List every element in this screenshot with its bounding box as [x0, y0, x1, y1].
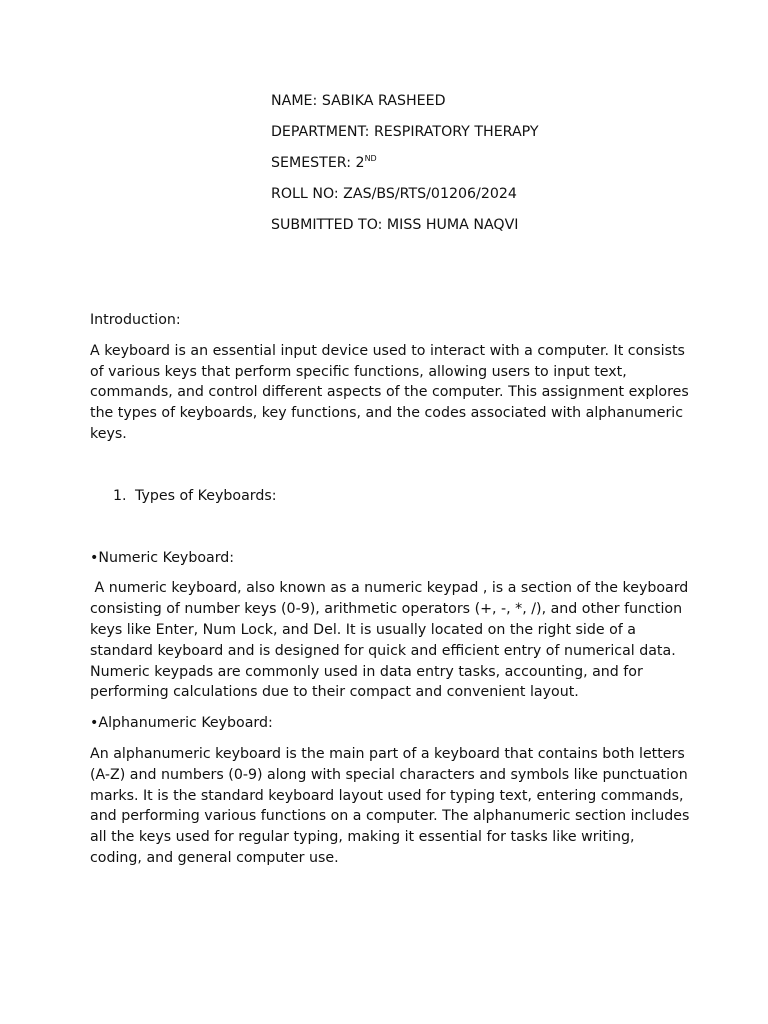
student-name: NAME: SABIKA RASHEED [271, 93, 446, 109]
alphanumeric-keyboard-paragraph: An alphanumeric keyboard is the main part of a keyboard that contains both letters (A-Z) and numbers (0-9) along with special characters and symbols like punctuation marks. It is the standard keyboard layout used for typing text, entering commands, and performing various functions on a computer. The alphanumeric section includes all the keys used for regular typing, making it essential for tasks like writing, coding, and general computer use. [90, 745, 690, 866]
numeric-keyboard-heading: •Numeric Keyboard: [90, 549, 235, 566]
student-info-block [271, 92, 691, 247]
semester-text: SEMESTER: 2 [271, 155, 365, 172]
numeric-keyboard-paragraph: A numeric keyboard, also known as a numeric keypad , is a section of the keyboard consisting of number keys (0-9), arithmetic operators (+, -, *, /), and other function keys like Enter, Num Lock, and Del. It is usually located on the right side of a standard keyboard and is designed for quick and efficient entry of numerical data. Numeric keypads are commonly used in data entry tasks, accounting, and for performing calculations due to their compact and convenient layout. [90, 580, 693, 701]
introduction-heading: Introduction: [90, 312, 181, 328]
section-number: 1. [113, 487, 127, 504]
department: DEPARTMENT: RESPIRATORY THERAPY [271, 124, 539, 141]
submitted-to: SUBMITTED TO: MISS HUMA NAQVI [271, 217, 519, 234]
semester [271, 154, 691, 173]
section-title: Types of Keyboards: [135, 487, 277, 504]
semester-ordinal-suffix: ND [364, 154, 377, 164]
alphanumeric-keyboard-heading: •Alphanumeric Keyboard: [90, 715, 273, 732]
roll-number: ROLL NO: ZAS/BS/RTS/01206/2024 [271, 186, 517, 203]
introduction-paragraph: A keyboard is an essential input device used to interact with a computer. It consists of various keys that perform specific functions, allowing users to input text, commands, and control different aspects of the computer. This assignment explores the types of keyboards, key functions, and the codes associated with alphanumeric keys. [90, 342, 689, 442]
document-body [90, 310, 693, 869]
section-heading-types [90, 486, 690, 507]
